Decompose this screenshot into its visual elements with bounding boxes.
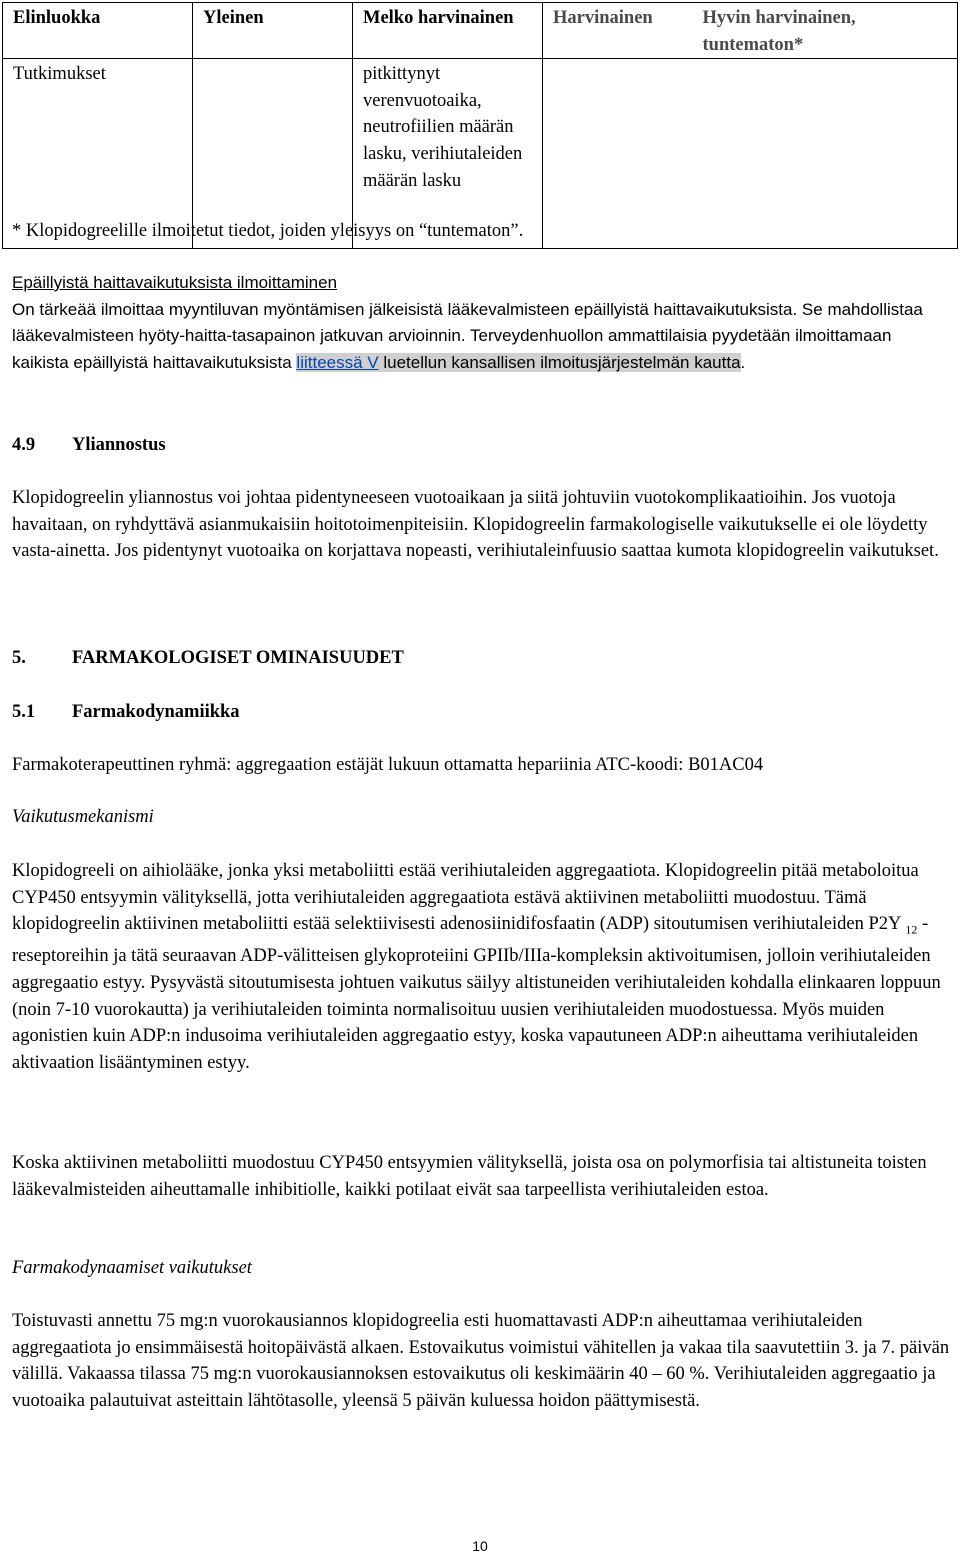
mechanism-text-b: -reseptoreihin ja tätä seuraavan ADP-välitteisen glykoproteiini GPIIb/IIIa-kompleksin aktivoitumisen, jolloin verihiutaleiden aggregaatio estyy. Pysyvästä sitoutumisesta johtuen vaikutus säilyy altistuneiden verihiutaleiden kohdalla elinkaaren loppuun (noin 7-10 vuorokautta) ja verihiutaleiden toiminta normalisoituu uusien verihiutaleiden muodostuessa. Myös muiden agonistien kuin ADP:n indusoima verihiutaleiden aggregaatio estyy, koska vapautuneen ADP:n aiheuttama verihiutaleiden aktivaation lisääntyminen estyy. bbox=[12, 914, 941, 1073]
header-uncommon: Melko harvinainen bbox=[353, 3, 543, 59]
cell-organ: Tutkimukset bbox=[3, 59, 193, 249]
reporting-text bbox=[12, 297, 952, 377]
mechanism-text-a: Klopidogreeli on aihiolääke, jonka yksi metaboliitti estää verihiutaleiden aggregaatiota. Klopidogreelin pitää metaboloitua CYP450 entsyymin välityksellä, jotta verihiutaleiden aggregaatiota estävä aktiivinen metaboliitti muodostuu. Tämä klopidogreelin aktiivinen metaboliitti estää selektiivisesti adenosiinidifosfaatin (ADP) sitoutumisen verihiutaleiden P2Y bbox=[12, 861, 919, 935]
reporting-text-2: Se mahdollistaa lääkevalmisteen hyöty-haitta-tasapainon jatkuvan arvioinnin. Terveydenhuollon ammattilaisia pyydetään ilmoittamaan kaikista epäillyistä haittavaikutuksista bbox=[12, 299, 923, 372]
pharmacotherapeutic-group: Farmakoterapeuttinen ryhmä: aggregaation estäjät lukuun ottamatta hepariinia ATC-koodi: B01AC04 bbox=[12, 755, 764, 775]
section-5-heading bbox=[12, 645, 404, 672]
highlighted-link-text bbox=[296, 353, 740, 372]
reporting-title: Epäillyistä haittavaikutuksista ilmoittaminen bbox=[12, 273, 338, 292]
section-number: 5.1 bbox=[12, 702, 36, 722]
section-5-1-heading bbox=[12, 699, 240, 726]
section-title: Farmakodynamiikka bbox=[72, 702, 240, 722]
section-4-9-heading bbox=[12, 432, 166, 459]
table-header-row bbox=[3, 3, 958, 59]
reporting-text-3: luetellun kansallisen ilmoitusjärjestelmän kautta bbox=[378, 352, 741, 372]
cell-rare bbox=[543, 59, 958, 249]
page-number: 10 bbox=[472, 1538, 488, 1554]
overdose-paragraph: Klopidogreelin yliannostus voi johtaa pidentyneeseen vuotoaikaan ja siitä johtuviin vuotokomplikaatioihin. Jos vuotoja havaitaan, on ryhdyttävä asianmukaisiin hoitotoimenpiteisiin. Klopidogreelin farmakologiselle vaikutukselle ei ole löydetty vasta-ainetta. Jos pidentynyt vuotoaika on korjattava nopeasti, verihiutaleinfuusio saattaa kumota klopidogreelin vaikutukset. bbox=[12, 488, 939, 562]
section-title: FARMAKOLOGISET OMINAISUUDET bbox=[72, 648, 404, 668]
section-number: 4.9 bbox=[12, 435, 36, 455]
cell-uncommon: pitkittynyt verenvuotoaika, neutrofiilien määrän lasku, verihiutaleiden määrän lasku bbox=[353, 59, 543, 249]
reporting-text-1: On tärkeää ilmoittaa myyntiluvan myöntämisen jälkeisistä lääkevalmisteen epäillyistä haittavaikutuksista. bbox=[12, 299, 798, 319]
pd-effects-heading: Farmakodynaamiset vaikutukset bbox=[12, 1258, 252, 1278]
annex-v-link[interactable]: liitteessä V bbox=[296, 352, 379, 372]
header-very-rare: Hyvin harvinainen, tuntematon* bbox=[693, 3, 958, 59]
section-number: 5. bbox=[12, 648, 26, 668]
header-rare: Harvinainen bbox=[543, 3, 693, 59]
table-footnote: * Klopidogreelille ilmoitetut tiedot, joiden yleisyys on “tuntematon”. bbox=[12, 221, 524, 241]
mechanism-paragraph-1 bbox=[12, 858, 952, 1076]
section-title: Yliannostus bbox=[72, 435, 166, 455]
reporting-section bbox=[12, 270, 952, 376]
adverse-reactions-table bbox=[2, 2, 958, 249]
header-common: Yleinen bbox=[193, 3, 353, 59]
mechanism-heading: Vaikutusmekanismi bbox=[12, 807, 154, 827]
reporting-end: . bbox=[740, 352, 746, 372]
header-organ-class: Elinluokka bbox=[3, 3, 193, 59]
pd-effects-paragraph: Toistuvasti annettu 75 mg:n vuorokausiannos klopidogreelia esti huomattavasti ADP:n aiheuttamaa verihiutaleiden aggregaatiota jo ensimmäisestä hoitopäivästä alkaen. Estovaikutus voimistui vähitellen ja vakaa tila saavutettiin 3. ja 7. päivän välillä. Vakaassa tilassa 75 mg:n vuorokausiannoksen estovaikutus oli keskimäärin 40 – 60 %. Verihiutaleiden aggregaatio ja vuotoaika palautuivat asteittain lähtötasolle, yleensä 5 päivän kuluessa hoidon päättymisestä. bbox=[12, 1311, 950, 1411]
subscript-12: 12 bbox=[905, 922, 918, 937]
mechanism-paragraph-2: Koska aktiivinen metaboliitti muodostuu CYP450 entsyymien välityksellä, joista osa on polymorfisia tai altistuneita toisten lääkevalmisteiden aiheuttamalle inhibitiolle, kaikki potilaat eivät saa tarpeellista verihiutaleiden estoa. bbox=[12, 1153, 927, 1200]
